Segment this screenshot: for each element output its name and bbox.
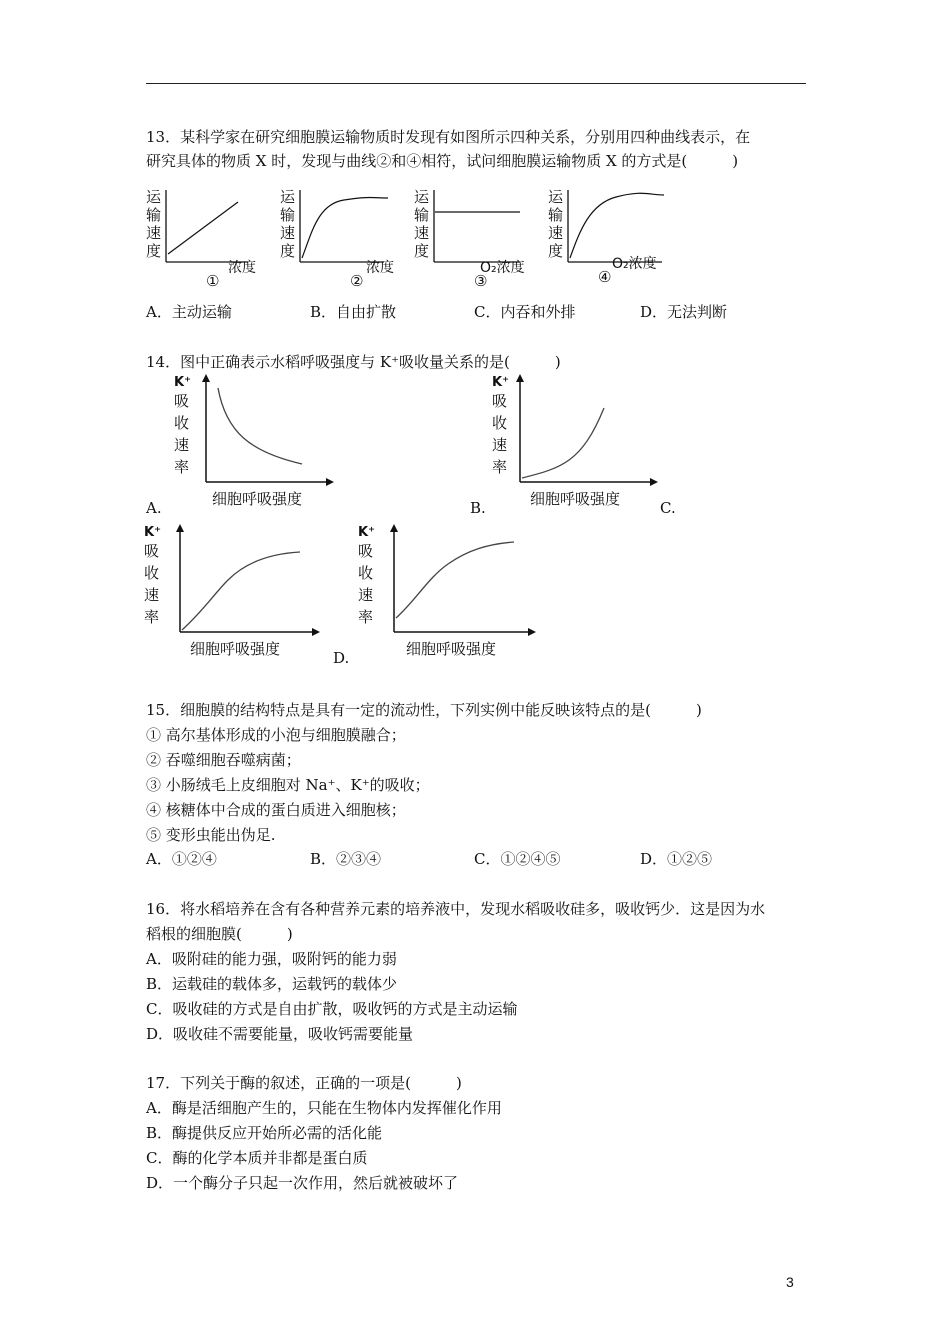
q14-ga-ylabel-3: 速 xyxy=(174,436,190,454)
q17-option-a[interactable]: A．酶是活细胞产生的，只能在生物体内发挥催化作用 xyxy=(146,1099,502,1117)
q13-option-b[interactable]: B．自由扩散 xyxy=(310,303,397,321)
q15-option-d[interactable]: D．①②⑤ xyxy=(640,850,713,868)
q16-option-c[interactable]: C．吸收硅的方式是自由扩散，吸收钙的方式是主动运输 xyxy=(146,1000,518,1018)
q13-g4-ylabel-2: 输 xyxy=(548,206,564,224)
q13-graph-3 xyxy=(414,188,525,290)
q15-option-a[interactable]: A．①②④ xyxy=(146,850,217,868)
q14-stem: 14．图中正确表示水稻呼吸强度与 K⁺吸收量关系的是( ) xyxy=(146,353,561,371)
q13-g4-ylabel-1: 运 xyxy=(548,188,564,206)
q14-graph-d xyxy=(358,524,536,658)
q15-option-b[interactable]: B．②③④ xyxy=(310,850,382,868)
q17-stem: 17．下列关于酶的叙述，正确的一项是( ) xyxy=(146,1074,462,1092)
q14-label-d[interactable]: D. xyxy=(333,649,350,667)
q13-stem-line2: 研究具体的物质 X 时，发现与曲线②和④相符，试问细胞膜运输物质 X 的方式是( ) xyxy=(146,152,739,170)
q13-g1-num: ① xyxy=(206,272,220,290)
q13-graph-2 xyxy=(280,188,394,290)
q13-option-a[interactable]: A．主动运输 xyxy=(146,303,232,321)
q14-gc-ytop: K⁺ xyxy=(144,525,161,540)
q17-option-b[interactable]: B．酶提供反应开始所必需的活化能 xyxy=(146,1124,383,1142)
q17-option-c[interactable]: C．酶的化学本质并非都是蛋白质 xyxy=(146,1149,368,1167)
q14-ga-ytop: K⁺ xyxy=(174,375,191,390)
q16-stem-line1: 16．将水稻培养在含有各种营养元素的培养液中，发现水稻吸收硅多，吸收钙少．这是因为水 xyxy=(146,900,766,918)
q13-g3-num: ③ xyxy=(474,272,488,290)
q15-item-3: ③ 小肠绒毛上皮细胞对 Na⁺、K⁺的吸收； xyxy=(146,776,430,794)
q14-gb-curve xyxy=(522,408,604,478)
q13-option-c[interactable]: C．内吞和外排 xyxy=(474,303,576,321)
q13-g1-ylabel-4: 度 xyxy=(146,242,162,260)
q13-g3-ylabel-1: 运 xyxy=(414,188,430,206)
q16-option-a[interactable]: A．吸附硅的能力强，吸附钙的能力弱 xyxy=(146,950,397,968)
header-rule xyxy=(146,83,806,84)
q13-g2-ylabel-1: 运 xyxy=(280,188,296,206)
q17-option-d[interactable]: D．一个酶分子只起一次作用，然后就被破坏了 xyxy=(146,1174,459,1192)
q14-graph-a xyxy=(174,374,334,508)
q13-g2-ylabel-3: 速 xyxy=(280,224,296,242)
q13-g3-xlabel: O₂浓度 xyxy=(480,260,525,276)
q15-item-2: ② 吞噬细胞吞噬病菌； xyxy=(146,751,301,769)
q13-g1-ylabel-1: 运 xyxy=(146,188,162,206)
q15-option-c[interactable]: C．①②④⑤ xyxy=(474,850,561,868)
q13-g1-ylabel-3: 速 xyxy=(146,224,162,242)
q14-gd-ylabel-4: 率 xyxy=(358,608,374,626)
q15-item-5: ⑤ 变形虫能出伪足. xyxy=(146,826,276,844)
q13-graphs xyxy=(140,182,700,292)
q14-graph-c xyxy=(144,524,320,658)
q15-item-4: ④ 核糖体中合成的蛋白质进入细胞核； xyxy=(146,801,406,819)
q14-gd-curve xyxy=(396,542,514,618)
q14-label-c[interactable]: C. xyxy=(660,499,676,517)
q16-option-d[interactable]: D．吸收硅不需要能量，吸收钙需要能量 xyxy=(146,1025,414,1043)
q14-gb-xlabel: 细胞呼吸强度 xyxy=(530,490,621,508)
q13-g1-ylabel-2: 输 xyxy=(146,206,162,224)
q13-g4-xlabel: O₂浓度 xyxy=(612,256,657,272)
q14-ga-curve xyxy=(218,388,302,464)
q14-graph-b xyxy=(492,374,658,508)
q13-g2-xlabel: 浓度 xyxy=(366,260,394,276)
q14-gd-xlabel: 细胞呼吸强度 xyxy=(406,640,497,658)
q13-g4-num: ④ xyxy=(598,268,612,286)
q13-g2-ylabel-4: 度 xyxy=(280,242,296,260)
q14-gd-ylabel-3: 速 xyxy=(358,586,374,604)
q14-gc-curve xyxy=(182,552,300,630)
q14-graphs xyxy=(140,372,700,668)
q15-item-1: ① 高尔基体形成的小泡与细胞膜融合； xyxy=(146,726,406,744)
q14-gb-ytop: K⁺ xyxy=(492,375,509,390)
q13-g4-ylabel-3: 速 xyxy=(548,224,564,242)
q13-g3-ylabel-2: 输 xyxy=(414,206,430,224)
q13-g3-ylabel-3: 速 xyxy=(414,224,430,242)
q14-gb-ylabel-4: 率 xyxy=(492,458,508,476)
q14-gc-ylabel-4: 率 xyxy=(144,608,160,626)
q13-g2-num: ② xyxy=(350,272,364,290)
q13-g2-curve xyxy=(302,198,388,259)
q14-gd-ylabel-1: 吸 xyxy=(358,542,374,560)
q13-g1-curve xyxy=(168,202,238,254)
q14-gc-ylabel-2: 收 xyxy=(144,564,160,582)
q13-g4-ylabel-4: 度 xyxy=(548,242,564,260)
q16-option-b[interactable]: B．运载硅的载体多，运载钙的载体少 xyxy=(146,975,398,993)
q14-gc-xlabel: 细胞呼吸强度 xyxy=(190,640,281,658)
q15-stem: 15．细胞膜的结构特点是具有一定的流动性，下列实例中能反映该特点的是( ) xyxy=(146,701,702,719)
q13-g4-curve xyxy=(570,193,664,258)
q13-graph-4 xyxy=(548,188,664,286)
q13-g2-ylabel-2: 输 xyxy=(280,206,296,224)
q13-graph-1 xyxy=(146,188,256,290)
q14-gd-ytop: K⁺ xyxy=(358,525,375,540)
q13-g3-ylabel-4: 度 xyxy=(414,242,430,260)
q14-gb-ylabel-2: 收 xyxy=(492,414,508,432)
q14-gd-ylabel-2: 收 xyxy=(358,564,374,582)
q14-ga-ylabel-2: 收 xyxy=(174,414,190,432)
q14-label-b[interactable]: B. xyxy=(470,499,486,517)
q14-ga-xlabel: 细胞呼吸强度 xyxy=(212,490,303,508)
q16-stem-line2: 稻根的细胞膜( ) xyxy=(146,925,293,943)
page-number: 3 xyxy=(786,1274,794,1290)
q13-option-d[interactable]: D．无法判断 xyxy=(640,303,728,321)
q14-gc-ylabel-1: 吸 xyxy=(144,542,160,560)
q14-gb-ylabel-3: 速 xyxy=(492,436,508,454)
q13-stem-line1: 13．某科学家在研究细胞膜运输物质时发现有如图所示四种关系，分别用四种曲线表示，在 xyxy=(146,128,751,146)
q14-ga-ylabel-4: 率 xyxy=(174,458,190,476)
q14-gb-ylabel-1: 吸 xyxy=(492,392,508,410)
q13-g1-xlabel: 浓度 xyxy=(228,260,256,276)
q14-ga-ylabel-1: 吸 xyxy=(174,392,190,410)
q14-label-a[interactable]: A. xyxy=(146,499,162,517)
q14-gc-ylabel-3: 速 xyxy=(144,586,160,604)
